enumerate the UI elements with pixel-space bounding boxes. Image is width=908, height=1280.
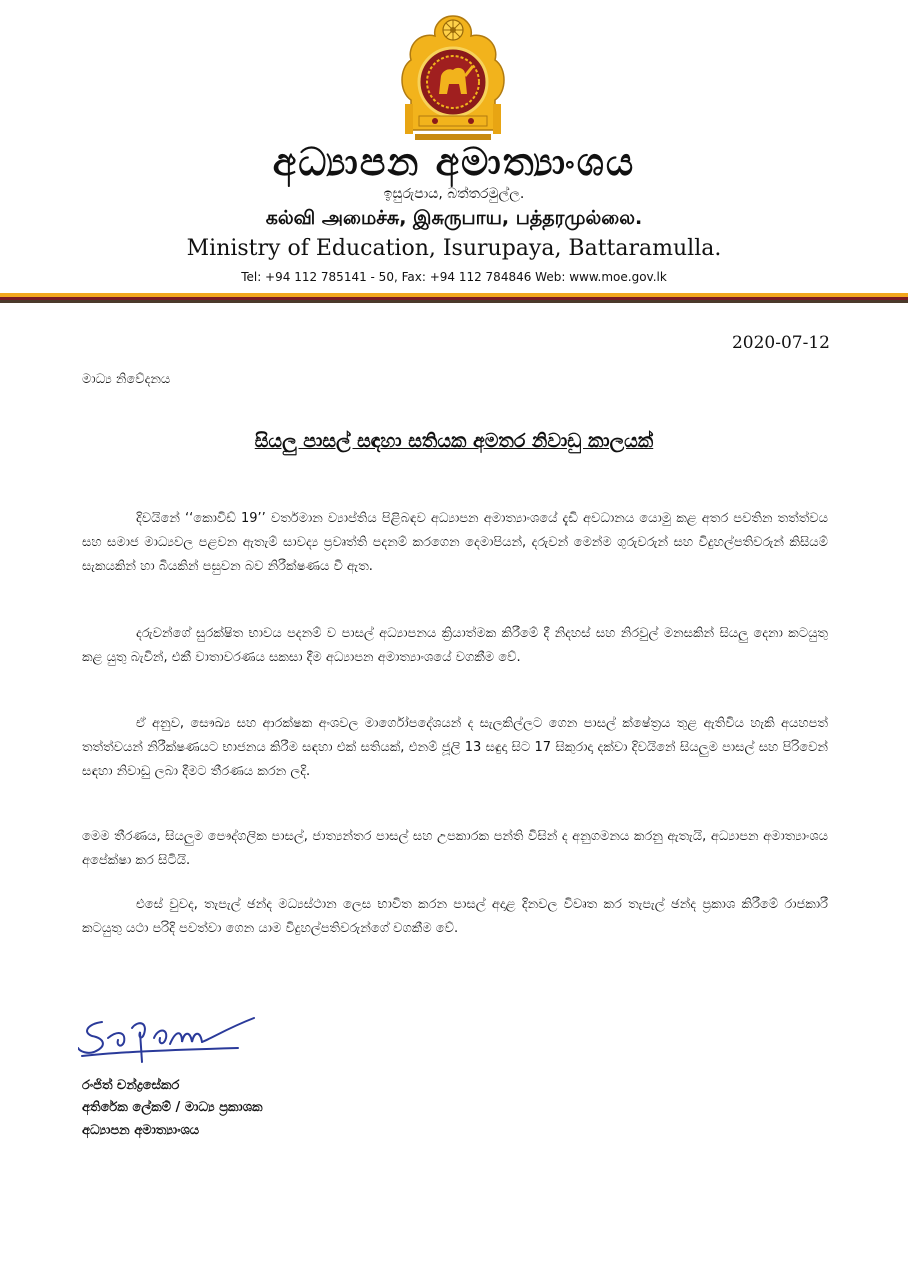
body-paragraph: දිවයිනේ ‘‘කොවිඩ් 19’’ වර්තමාන ව්‍යාප්තිය පිළිබඳව අධ්‍යාපන අමාත්‍යාංශයේ දැඩි අවධානය යොමු කළ අතර පවතින තත්ත්වය සහ සමාජ මාධ්‍යවල පළවන ඇතැම් සාවද්‍ය ප්‍රවෘත්ති පදනම් කරගෙන දෙමාපියන්, දරුවන් මෙන්ම ගුරුවරුන් සහ විදුහල්පතිවරුන් කිසියම් සැකයකින් හා බියකින් පසුවන බව නිරීක්ෂණය වී ඇත. [82, 511, 828, 574]
signatory-department: අධ්‍යාපන අමාත්‍යාංශය [82, 1123, 200, 1138]
ministry-name-sinhala: අධ්‍යාපන අමාත්‍යාංශය [272, 140, 636, 184]
ministry-address-sinhala: ඉසුරුපාය, බත්තරමුල්ල. [383, 186, 525, 202]
body-paragraph: දරුවන්ගේ සුරක්ෂිත භාවය පදනම් ව පාසල් අධ්‍යාපනය ක්‍රියාත්මක කිරීමේ දී නිදහස් සහ නිරවුල් මනසකින් සියලු දෙනා කටයුතු කළ යුතු බැවින්, එකී වාතාවරණය සකසා දීම අධ්‍යාපන අමාත්‍යාංශයේ වගකීම වේ. [82, 626, 828, 665]
headline: සියලු පාසල් සඳහා සතියක අමතර නිවාඩු කාලයක් [254, 430, 654, 452]
signatory-title: අතිරේක ලේකම් / මාධ්‍ය ප්‍රකාශක [82, 1100, 263, 1115]
body-paragraph: ඒ අනුව, සෞඛ්‍ය සහ ආරක්ෂක අංශවල මාර්ගෝපදේශයන් ද සැලකිල්ලට ගෙන පාසල් ක්ෂේත්‍රය තුළ ඇතිවිය හැකි අයහපත් තත්ත්වයන් නිරීක්ෂණයට භාජනය කිරීම සඳහා එක් සතියක්, එනම් ජූලි 13 සඳුදා සිට 17 සිකුරාදා දක්වා දිවයිනේ සියලුම පාසල් සහ පිරිවෙන් සඳහා නිවාඩු ලබා දීමට තීරණය කරන ලදි. [82, 716, 828, 779]
letter-date: 2020-07-12 [731, 333, 830, 353]
signatory-name: රංජිත් චන්ද්‍රසේකර [82, 1078, 180, 1093]
body-paragraph: මෙම තීරණය, සියලුම පෞද්ගලික පාසල්, ජාත්‍යන්තර පාසල් සහ උපකාරක පන්ති විසින් ද අනුගමනය කරනු ඇතැයි, අධ්‍යාපන අමාත්‍යාංශය අපේක්ෂා කර සිටියි. [82, 829, 828, 868]
ministry-name-english: Ministry of Education, Isurupaya, Battaramulla. [186, 236, 722, 261]
body-paragraph: එසේ වුවද, තැපැල් ඡන්ද මධ්‍යස්ථාන ලෙස භාවිත කරන පාසල් අදාළ දිනවල විවෘත කර තැපැල් ඡන්ද ප්‍රකාශ කිරීමේ රාජකාරී කටයුතු යථා පරිදි පවත්වා ගෙන යාම විදුහල්පතිවරුන්ගේ වගකීම වේ. [82, 897, 828, 936]
letterhead-stripe-dark [0, 300, 908, 303]
signature-image [78, 1008, 268, 1070]
notice-label: මාධ්‍ය නිවේදනය [82, 372, 171, 387]
contact-details: Tel: +94 112 785141 - 50, Fax: +94 112 784846 Web: www.moe.gov.lk [241, 270, 667, 284]
national-emblem-icon [395, 12, 511, 144]
ministry-name-tamil: கல்வி அமைச்சு, இசுருபாய, பத்தரமுல்லை. [265, 207, 643, 229]
